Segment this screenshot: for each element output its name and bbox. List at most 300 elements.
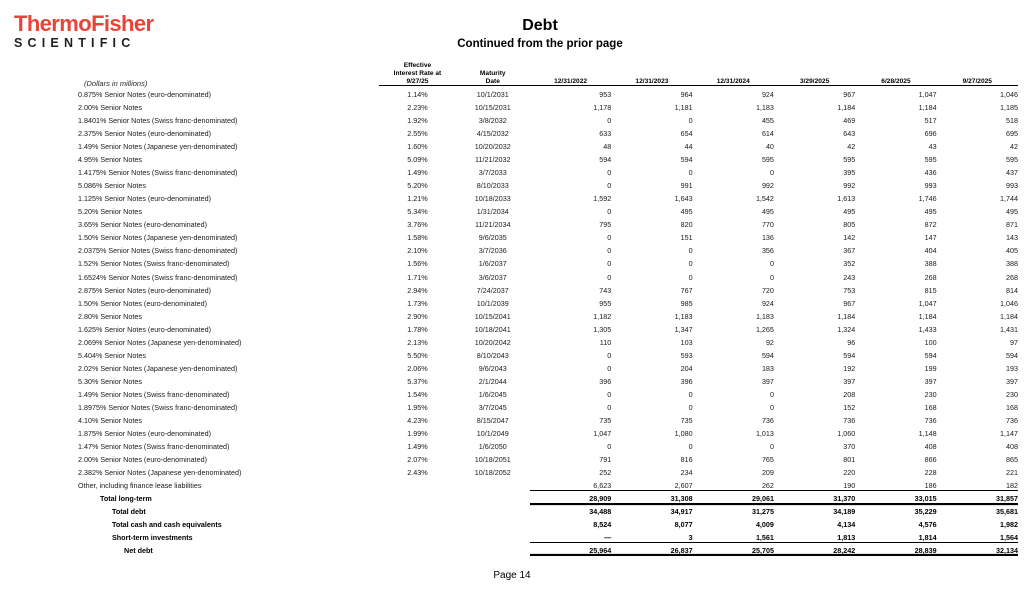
row-maturity-date: 3/6/2037 <box>478 272 507 282</box>
row-value: 143 <box>1006 233 1018 243</box>
row-label: 1.6524% Senior Notes (Swiss franc-denominated) <box>78 272 238 282</box>
row-effective-rate: 1.56% <box>407 259 428 269</box>
row-value: 595 <box>1006 155 1018 165</box>
table-row <box>78 412 1018 425</box>
row-value: 0 <box>607 168 612 178</box>
summary-row-label: Total debt <box>112 507 146 517</box>
summary-row-maturity <box>456 516 530 529</box>
row-value: 0 <box>607 115 612 125</box>
row-value: 0 <box>607 181 612 191</box>
row-value: 1,542 <box>755 194 774 204</box>
row-effective-rate: 2.94% <box>407 285 428 295</box>
row-value: 1,047 <box>918 89 937 99</box>
row-value: 182 <box>1006 480 1018 490</box>
row-value: 43 <box>928 142 937 152</box>
row-value: 1,184 <box>837 102 856 112</box>
table-row <box>78 477 1018 490</box>
column-header-period-1: 12/31/2023 <box>611 62 692 86</box>
row-maturity-date <box>456 477 530 490</box>
table-row <box>78 373 1018 386</box>
row-value: 495 <box>924 207 937 217</box>
row-value: 1,182 <box>593 311 612 321</box>
row-value: 770 <box>761 220 774 230</box>
row-effective-rate: 1.71% <box>407 272 428 282</box>
row-value: 0 <box>607 389 612 399</box>
table-row <box>78 282 1018 295</box>
row-value: 820 <box>680 220 693 230</box>
row-value: 924 <box>761 298 774 308</box>
summary-row-value: 4,009 <box>755 520 774 530</box>
row-maturity-date: 10/18/2051 <box>474 455 511 465</box>
row-value: 0 <box>688 246 693 256</box>
row-value: 436 <box>924 168 937 178</box>
row-value: 1,347 <box>674 324 693 334</box>
row-value: 397 <box>843 376 856 386</box>
row-value: 1,183 <box>755 311 774 321</box>
row-maturity-date: 10/20/2032 <box>474 142 511 152</box>
row-effective-rate: 1.78% <box>407 324 428 334</box>
table-row <box>78 203 1018 216</box>
table-header <box>78 62 1018 86</box>
summary-row-maturity <box>456 529 530 542</box>
row-effective-rate: 2.10% <box>407 246 428 256</box>
debt-table <box>78 62 1018 556</box>
row-value: 0 <box>769 402 774 412</box>
row-value: 964 <box>680 89 693 99</box>
row-value: 517 <box>924 115 937 125</box>
row-label: 1.49% Senior Notes (Swiss franc-denominated) <box>78 389 230 399</box>
row-value: 397 <box>761 376 774 386</box>
row-value: 168 <box>924 402 937 412</box>
row-value: 228 <box>924 468 937 478</box>
table-row <box>78 151 1018 164</box>
row-effective-rate: 2.23% <box>407 102 428 112</box>
row-label: 1.52% Senior Notes (Swiss franc-denominated) <box>78 259 230 269</box>
row-value: 495 <box>680 207 693 217</box>
row-effective-rate: 1.95% <box>407 402 428 412</box>
row-value: 404 <box>924 246 937 256</box>
row-effective-rate: 5.09% <box>407 155 428 165</box>
summary-row-value: 31,857 <box>937 490 1018 503</box>
summary-row-value: 31,308 <box>611 490 692 503</box>
row-value: 199 <box>924 363 937 373</box>
summary-row-rate <box>379 490 455 503</box>
row-value: 866 <box>924 455 937 465</box>
row-value: 1,046 <box>1000 89 1018 99</box>
row-value: 2,607 <box>674 480 693 490</box>
row-value: 405 <box>1006 246 1018 256</box>
row-effective-rate: 5.50% <box>407 350 428 360</box>
table-row <box>78 99 1018 112</box>
row-maturity-date: 11/21/2034 <box>475 220 511 230</box>
row-value: 395 <box>843 168 856 178</box>
summary-row-value: 4,134 <box>837 520 856 530</box>
row-value: 252 <box>599 468 612 478</box>
row-maturity-date: 10/1/2031 <box>476 89 509 99</box>
row-label: 2.875% Senior Notes (euro-denominated) <box>78 285 212 295</box>
summary-row-value: 25,964 <box>530 542 611 555</box>
row-value: 193 <box>1006 363 1018 373</box>
summary-row-value: 1,814 <box>918 532 937 542</box>
row-value: 736 <box>761 416 774 426</box>
row-value: 872 <box>924 220 937 230</box>
row-value: 993 <box>924 181 937 191</box>
row-value: 0 <box>769 272 774 282</box>
row-effective-rate: 2.55% <box>407 128 428 138</box>
row-label: 1.49% Senior Notes (Japanese yen-denominated) <box>78 142 238 152</box>
summary-row-value: 8,524 <box>593 520 612 530</box>
summary-row-value: 28,839 <box>855 542 936 555</box>
table-row <box>78 229 1018 242</box>
row-value: 142 <box>843 233 856 243</box>
summary-row-value: 1,982 <box>1000 520 1018 530</box>
row-maturity-date: 1/6/2045 <box>478 389 507 399</box>
row-value: 1,046 <box>1000 298 1018 308</box>
row-value: 97 <box>1010 337 1018 347</box>
row-label: 1.125% Senior Notes (euro-denominated) <box>78 194 212 204</box>
table-row <box>78 347 1018 360</box>
row-value: 595 <box>924 155 937 165</box>
row-value: 993 <box>1006 181 1018 191</box>
row-maturity-date: 1/6/2037 <box>478 259 507 269</box>
row-value: 594 <box>843 350 856 360</box>
row-value: 1,746 <box>918 194 937 204</box>
row-value: 230 <box>1006 389 1018 399</box>
row-value: 595 <box>761 155 774 165</box>
row-effective-rate: 2.07% <box>407 455 428 465</box>
row-maturity-date: 3/7/2036 <box>478 246 507 256</box>
row-value: 1,047 <box>918 298 937 308</box>
row-value: 230 <box>924 389 937 399</box>
row-maturity-date: 4/15/2032 <box>476 128 509 138</box>
row-value: 234 <box>680 468 693 478</box>
rate-header-line1: Effective <box>403 62 432 69</box>
row-value: 0 <box>688 442 693 452</box>
row-value: 735 <box>599 416 612 426</box>
summary-row-label: Total cash and cash equivalents <box>112 520 222 530</box>
table-row <box>78 86 1018 99</box>
row-value: 0 <box>688 389 693 399</box>
row-value: 1,047 <box>593 429 612 439</box>
summary-row-value: 35,681 <box>937 503 1018 516</box>
column-header-period-5: 9/27/2025 <box>937 62 1018 86</box>
row-value: 262 <box>761 480 774 490</box>
row-value: 1,431 <box>1000 324 1018 334</box>
row-value: 469 <box>843 115 856 125</box>
row-effective-rate: 5.34% <box>407 207 428 217</box>
row-effective-rate: 1.73% <box>407 298 428 308</box>
column-header-period-0: 12/31/2022 <box>530 62 611 86</box>
row-value: 1,613 <box>837 194 856 204</box>
row-value: 408 <box>1006 442 1018 452</box>
row-value: 0 <box>607 259 612 269</box>
row-value: 0 <box>688 259 693 269</box>
row-value: 736 <box>1006 416 1018 426</box>
row-value: 220 <box>843 468 856 478</box>
row-value: 753 <box>843 285 856 295</box>
row-value: 190 <box>843 480 856 490</box>
row-maturity-date: 1/6/2050 <box>478 442 507 452</box>
table-row <box>78 164 1018 177</box>
row-value: 953 <box>599 89 612 99</box>
row-value: 924 <box>761 89 774 99</box>
table-row <box>78 190 1018 203</box>
row-value: 152 <box>843 402 856 412</box>
row-value: 967 <box>843 89 856 99</box>
row-effective-rate <box>379 477 455 490</box>
row-value: 1,183 <box>674 311 693 321</box>
row-label: 5.30% Senior Notes <box>78 376 142 386</box>
row-maturity-date: 7/24/2037 <box>476 285 509 295</box>
row-value: 696 <box>924 128 937 138</box>
row-effective-rate: 4.23% <box>407 416 428 426</box>
row-effective-rate: 5.20% <box>407 181 428 191</box>
row-value: 720 <box>761 285 774 295</box>
summary-row-value: 35,229 <box>855 503 936 516</box>
row-value: 0 <box>688 115 693 125</box>
row-label: 1.8975% Senior Notes (Swiss franc-denominated) <box>78 402 238 412</box>
row-effective-rate: 1.60% <box>407 142 428 152</box>
row-value: 967 <box>843 298 856 308</box>
row-maturity-date: 10/20/2042 <box>474 337 511 347</box>
table-row <box>78 255 1018 268</box>
row-maturity-date: 11/21/2032 <box>475 155 511 165</box>
row-maturity-date: 3/7/2045 <box>478 402 507 412</box>
row-value: 814 <box>1006 285 1018 295</box>
column-header-period-4: 6/28/2025 <box>855 62 936 86</box>
row-value: 0 <box>688 168 693 178</box>
row-effective-rate: 1.92% <box>407 115 428 125</box>
summary-row-value: 3 <box>688 532 693 542</box>
logo-primary-text: ThermoFisher <box>14 11 154 36</box>
row-value: 1,184 <box>918 311 937 321</box>
row-value: 1,324 <box>837 324 856 334</box>
row-label: 1.50% Senior Notes (euro-denominated) <box>78 298 208 308</box>
row-maturity-date: 10/15/2041 <box>474 311 511 321</box>
page-subtitle: Continued from the prior page <box>457 38 623 51</box>
row-value: 735 <box>680 416 693 426</box>
row-value: 1,305 <box>593 324 612 334</box>
row-maturity-date: 8/10/2033 <box>476 181 509 191</box>
row-value: 96 <box>847 337 856 347</box>
row-value: 40 <box>765 142 774 152</box>
row-label: 1.50% Senior Notes (Japanese yen-denominated) <box>78 233 238 243</box>
summary-row-value: 28,909 <box>530 490 611 503</box>
row-maturity-date: 10/18/2041 <box>474 324 511 334</box>
summary-row-value: 1,561 <box>755 532 774 542</box>
row-maturity-date: 3/7/2033 <box>478 168 507 178</box>
row-value: 816 <box>680 455 693 465</box>
row-value: 633 <box>599 128 612 138</box>
page-footer: Page 14 <box>493 570 531 581</box>
table-row <box>78 360 1018 373</box>
summary-row-value: 34,488 <box>530 503 611 516</box>
row-value: 209 <box>761 468 774 478</box>
logo-secondary-text: SCIENTIFIC <box>14 36 136 51</box>
row-value: 1,178 <box>593 102 612 112</box>
row-value: 168 <box>1006 402 1018 412</box>
row-label: 2.02% Senior Notes (Japanese yen-denominated) <box>78 363 238 373</box>
row-value: 42 <box>847 142 856 152</box>
row-value: 643 <box>843 128 856 138</box>
row-value: 268 <box>1006 272 1018 282</box>
row-value: 48 <box>603 142 612 152</box>
row-value: 767 <box>680 285 693 295</box>
table-row <box>78 216 1018 229</box>
row-value: 1,147 <box>1000 429 1018 439</box>
row-label: 2.375% Senior Notes (euro-denominated) <box>78 128 212 138</box>
row-value: 1,744 <box>1000 194 1018 204</box>
row-value: 736 <box>843 416 856 426</box>
row-value: 1,265 <box>755 324 774 334</box>
row-value: 1,643 <box>674 194 693 204</box>
row-value: 42 <box>1010 142 1018 152</box>
summary-row <box>78 529 1018 542</box>
row-label: 1.47% Senior Notes (Swiss franc-denominated) <box>78 442 230 452</box>
summary-row <box>78 516 1018 529</box>
company-logo <box>14 12 194 51</box>
row-label: 4.95% Senior Notes <box>78 155 142 165</box>
row-value: 593 <box>680 350 693 360</box>
row-value: 1,184 <box>837 311 856 321</box>
row-maturity-date: 2/1/2044 <box>478 376 507 386</box>
page-title: Debt <box>522 17 558 34</box>
row-value: 736 <box>924 416 937 426</box>
row-value: 221 <box>1006 468 1018 478</box>
row-label: 3.65% Senior Notes (euro-denominated) <box>78 220 208 230</box>
table-row <box>78 112 1018 125</box>
row-maturity-date: 3/8/2032 <box>478 115 507 125</box>
table-row <box>78 399 1018 412</box>
row-value: 765 <box>761 455 774 465</box>
rate-header-line2: Interest Rate at <box>393 69 442 77</box>
row-value: 695 <box>1006 128 1018 138</box>
row-label: 2.069% Senior Notes (Japanese yen-denominated) <box>78 337 242 347</box>
row-value: 871 <box>1006 220 1018 230</box>
summary-row-value: — <box>604 532 612 542</box>
maturity-header-line2: Date <box>485 77 500 85</box>
row-label: 2.00% Senior Notes (euro-denominated) <box>78 455 208 465</box>
table-row <box>78 438 1018 451</box>
row-label: 2.0375% Senior Notes (Swiss franc-denominated) <box>78 246 238 256</box>
summary-row <box>78 542 1018 555</box>
summary-row-value: 31,370 <box>774 490 855 503</box>
summary-row-label: Short-term investments <box>112 533 193 543</box>
row-value: 1,433 <box>918 324 937 334</box>
row-value: 815 <box>924 285 937 295</box>
rate-header-line3: 9/27/25 <box>406 77 429 85</box>
row-effective-rate: 2.90% <box>407 311 428 321</box>
row-effective-rate: 2.43% <box>407 468 428 478</box>
row-value: 992 <box>843 181 856 191</box>
summary-row-value: 32,134 <box>937 542 1018 555</box>
row-label: 2.80% Senior Notes <box>78 311 142 321</box>
row-value: 0 <box>607 272 612 282</box>
row-value: 0 <box>607 233 612 243</box>
summary-row-maturity <box>456 542 530 555</box>
row-value: 985 <box>680 298 693 308</box>
row-value: 743 <box>599 285 612 295</box>
row-value: 388 <box>1006 259 1018 269</box>
row-effective-rate: 3.76% <box>407 220 428 230</box>
summary-row-value: 1,813 <box>837 532 856 542</box>
column-header-period-3: 3/29/2025 <box>774 62 855 86</box>
summary-row-value: 1,564 <box>1000 532 1018 542</box>
row-value: 396 <box>599 376 612 386</box>
row-value: 495 <box>761 207 774 217</box>
row-value: 654 <box>680 128 693 138</box>
row-maturity-date: 10/15/2031 <box>474 102 511 112</box>
row-value: 865 <box>1006 455 1018 465</box>
row-effective-rate: 1.21% <box>407 194 428 204</box>
row-maturity-date: 10/1/2039 <box>476 298 509 308</box>
column-header-label <box>78 62 379 86</box>
row-value: 136 <box>761 233 774 243</box>
row-value: 0 <box>688 272 693 282</box>
row-value: 1,184 <box>1000 311 1018 321</box>
row-value: 110 <box>599 337 612 347</box>
units-note: (Dollars in millions) <box>84 79 148 88</box>
summary-row <box>78 503 1018 516</box>
summary-row-value: 28,242 <box>774 542 855 555</box>
row-label: 5.404% Senior Notes <box>78 350 146 360</box>
row-value: 208 <box>843 389 856 399</box>
row-value: 991 <box>680 181 693 191</box>
row-label: 2.00% Senior Notes <box>78 102 142 112</box>
summary-row-value: 33,015 <box>855 490 936 503</box>
row-effective-rate: 1.58% <box>407 233 428 243</box>
row-value: 594 <box>924 350 937 360</box>
row-value: 455 <box>761 115 774 125</box>
row-value: 594 <box>761 350 774 360</box>
table-row <box>78 464 1018 477</box>
summary-row-value: 4,576 <box>918 520 937 530</box>
table-row <box>78 268 1018 281</box>
row-value: 0 <box>769 389 774 399</box>
column-header-period-2: 12/31/2024 <box>693 62 774 86</box>
table-row <box>78 451 1018 464</box>
row-maturity-date: 8/15/2047 <box>476 416 509 426</box>
row-value: 352 <box>843 259 856 269</box>
row-value: 1,181 <box>674 102 693 112</box>
row-label: 5.086% Senior Notes <box>78 181 146 191</box>
summary-row-label: Total long-term <box>100 494 152 504</box>
row-effective-rate: 5.37% <box>407 376 428 386</box>
row-value: 147 <box>924 233 937 243</box>
summary-row-rate <box>379 516 455 529</box>
row-value: 92 <box>765 337 774 347</box>
row-value: 1,060 <box>837 429 856 439</box>
row-value: 955 <box>599 298 612 308</box>
row-value: 186 <box>924 480 937 490</box>
title-block <box>300 16 780 52</box>
row-effective-rate: 1.99% <box>407 429 428 439</box>
row-effective-rate: 2.06% <box>407 363 428 373</box>
row-value: 437 <box>1006 168 1018 178</box>
table-row <box>78 425 1018 438</box>
row-value: 356 <box>761 246 774 256</box>
row-value: 397 <box>1006 376 1018 386</box>
row-value: 103 <box>680 337 693 347</box>
row-value: 1,592 <box>593 194 612 204</box>
table-row <box>78 125 1018 138</box>
row-maturity-date: 1/31/2034 <box>476 207 509 217</box>
row-value: 594 <box>1006 350 1018 360</box>
row-value: 992 <box>761 181 774 191</box>
row-value: 0 <box>769 442 774 452</box>
table-row <box>78 334 1018 347</box>
row-label: 1.8401% Senior Notes (Swiss franc-denominated) <box>78 115 238 125</box>
